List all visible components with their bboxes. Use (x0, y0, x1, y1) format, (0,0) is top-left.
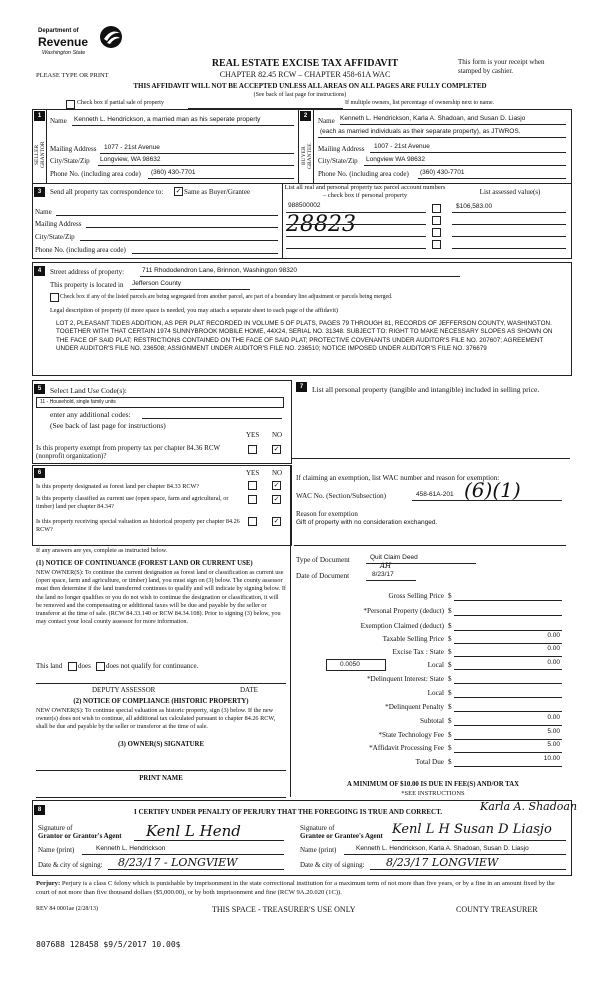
forest-yes-checkbox[interactable] (248, 481, 257, 490)
corr-name-label: Name (35, 208, 52, 216)
doc-date-label: Date of Document (296, 572, 350, 580)
tech-fee-label: *State Technology Fee (378, 731, 444, 739)
doc-type-field[interactable]: Quit Claim Deed (370, 554, 418, 561)
buyer-mail-field[interactable]: 1007 - 21st Avenue (374, 143, 430, 150)
exemption-claim-label: If claiming an exemption, list WAC number and reason for exemption: (296, 474, 500, 482)
section-5-number: 5 (34, 384, 45, 394)
buyer-phone-field[interactable]: (360) 430-7701 (420, 169, 465, 176)
reason-field[interactable]: Gift of property with no consideration exchanged. (296, 519, 438, 526)
grantee-date-label: Date & city of signing: (300, 861, 365, 869)
seller-mail-label: Mailing Address (50, 145, 97, 153)
gross-dollar: $ (448, 592, 452, 600)
delinquent-interest-dollar: $ (448, 675, 452, 683)
buyer-city-field[interactable]: Longview WA 98632 (366, 156, 426, 163)
does-label: does (78, 662, 91, 670)
local-tax-value[interactable]: 0.00 (547, 659, 560, 666)
assessed-header: List assessed value(s) (479, 188, 541, 196)
land-use-value: 11 - Household, single family units (40, 399, 116, 405)
current-use-yes-checkbox[interactable] (248, 495, 257, 504)
deputy-assessor-label: DEPUTY ASSESSOR (92, 686, 156, 694)
segregated-label: Check box if any of the listed parcels are being segregated from another parcel, are part of a boundary line adjustment or parcels being merged. (60, 294, 393, 300)
corr-phone-label: Phone No. (including area code) (35, 246, 126, 254)
perjury-text: Perjury is a class C felony which is punishable by imprisonment in the state correctional institution for a maximum term of not more than five years, or by a fine in an amount fixed by the court of not more than five thousand dollars ($5,000.00), or by both imprisonment and fine (RCW 9A.20.020 (1C)). (36, 880, 555, 896)
section-5-no: NO (272, 431, 283, 439)
partial-sale-label: Check box if partial sale of property (77, 100, 164, 106)
section-3-number: 3 (34, 187, 45, 197)
buyer-name-field[interactable]: Kenneth L. Hendrickson, Karla A. Shadoan, and Susan D. Liasjo (340, 115, 526, 122)
warning-text: THIS AFFIDAVIT WILL NOT BE ACCEPTED UNLESS ALL AREAS ON ALL PAGES ARE FULLY COMPLETED (133, 82, 487, 90)
form-title: REAL ESTATE EXCISE TAX AFFIDAVIT (211, 58, 399, 69)
subtotal-label: Subtotal (420, 717, 444, 725)
grantor-signature[interactable]: Kenl L Hend (146, 822, 241, 840)
exemption-dollar: $ (448, 622, 452, 630)
historical-no-checkbox[interactable]: ✓ (273, 517, 280, 525)
personal-property-checkbox-1[interactable] (432, 204, 441, 213)
local-rate-value: 0.0050 (340, 661, 360, 668)
gross-selling-label: Gross Selling Price (388, 592, 444, 600)
doc-type-label: Type of Document (296, 556, 350, 564)
section-5-see-back: (See back of last page for instructions) (50, 421, 166, 430)
top-signature-karla: Karla A. Shadoan (480, 800, 578, 813)
delinquent-penalty-dollar: $ (448, 703, 452, 711)
section-7-number: 7 (296, 382, 307, 392)
section-8-number: 8 (34, 805, 45, 815)
delinquent-local-dollar: $ (448, 689, 452, 697)
if-yes-note: If any answers are yes, complete as instructed below. (36, 547, 168, 554)
seller-mail-field[interactable]: 1077 - 21st Avenue (104, 144, 160, 151)
please-type: PLEASE TYPE OR PRINT (36, 72, 109, 79)
taxable-selling-label: Taxable Selling Price (382, 635, 444, 643)
excise-state-value[interactable]: 0.00 (547, 645, 560, 652)
tech-fee-value[interactable]: 5.00 (547, 728, 560, 735)
processing-fee-value[interactable]: 5.00 (547, 741, 560, 748)
street-field[interactable]: 711 Rhododendron Lane, Brinnon, Washington 98320 (142, 267, 298, 274)
section-4-number: 4 (34, 266, 45, 276)
grantor-name-label: Name (print) (38, 846, 75, 854)
does-not-label: does not qualify for continuance. (106, 662, 199, 670)
legal-description-field[interactable]: LOT 2, PLEASANT TIDES ADDITION, AS PER PLAT RECORDED IN VOLUME 5 OF PLATS, PAGES 79 THROUGH 81, RECORDS OF JEFFERSON COUNTY, WASHINGTON. TOGETHER WITH THAT CERTAIN 1974 SUNNYBROOK MOBILE HOME, 44X24, SERIAL NO. 31348. SUBJECT TO: RIGHT TO MAKE NECESSARY SLOPES AS SHOWN ON THE FACE OF SAID PLAT; RESTRICTIONS CONTAINED ON THE FACE OF SAID PLAT; PROTECTIVE COVENANTS UNDER AUDITOR'S FILE NO. 207607; AGREEMENT UNDER AUDITOR'S FILE NO. 236508; ASSIGNMENT UNDER AUDITOR'S FILE NO. 236510; NOTICE IMPOSED UNDER AUDITOR'S FILE NO. 376679 (56, 320, 553, 353)
notice2-title: (2) NOTICE OF COMPLIANCE (HISTORIC PROPERTY) (73, 698, 249, 705)
section-4-box (32, 262, 572, 376)
excise-state-label: Excise Tax : State (392, 648, 444, 656)
grantee-sig-label-2: Grantee or Grantee's Agent (300, 832, 383, 840)
wac-label: WAC No. (Section/Subsection) (296, 492, 387, 500)
partial-sale-checkbox[interactable] (66, 100, 75, 109)
section-1-number: 1 (34, 111, 45, 121)
receipt-note: This form is your receipt when stamped by cashier. (458, 58, 545, 75)
same-as-buyer-label: Same as Buyer/Grantee (184, 188, 251, 196)
seller-city-label: City/State/Zip (50, 157, 90, 165)
buyer-phone-label: Phone No. (including area code) (318, 170, 409, 178)
additional-codes-label: enter any additional codes: (50, 410, 131, 419)
swoosh-icon (98, 24, 124, 50)
county-label: This property is located in (50, 281, 124, 289)
segregated-checkbox[interactable] (50, 293, 59, 302)
land-does-label: This land (36, 662, 63, 670)
logo-dept: Department of (38, 28, 79, 34)
wac-handwritten: (6)(1) (464, 478, 521, 502)
current-use-question: Is this property classified as current use (open space, farm and agricultural, or timber) land per chapter 84.34? (36, 495, 229, 510)
wac-field[interactable]: 458-61A-201 (416, 491, 454, 498)
delinquent-penalty-label: *Delinquent Penalty (385, 703, 444, 711)
subtotal-dollar: $ (448, 717, 452, 725)
notice1-text: NEW OWNER(S): To continue the current designation as forest land or classification as current use (open space, farm and agriculture, or timber) land, you must sign on (3) below. The county assessor must then determine if the land transferred continues to qualify and will indicate by signing below. If the land no longer qualifies or you do not wish to continue the designation or classification, it will be removed and the compensating or additional taxes will be due and payable by the seller or transferor at the time of sale. (RCW 84.33.140 or RCW 84.34.108). Prior to signing (3) below, you may contact your local county assessor for more information. (36, 569, 286, 626)
grantee-signature[interactable]: Kenl L H Susan D Liasjo (392, 822, 552, 837)
buyer-city-label: City/State/Zip (318, 157, 358, 165)
see-back-note: (See back of last page for instructions) (253, 92, 347, 98)
taxable-dollar: $ (448, 635, 452, 643)
minimum-fee-note: A MINIMUM OF $10.00 IS DUE IN FEE(S) AND/OR TAX (346, 781, 520, 788)
personal-property-checkbox-2[interactable] (432, 216, 441, 225)
buyer-grantee-label: BUYER GRANTEE (301, 143, 313, 169)
forest-question: Is this property designated as forest land per chapter 84.33 RCW? (36, 483, 200, 490)
same-as-buyer-checkbox[interactable]: ✓ (175, 187, 182, 195)
does-checkbox[interactable] (68, 662, 77, 671)
seller-name-field[interactable]: Kenneth L. Hendrickson, a married man as his seperate property (74, 116, 261, 123)
processing-fee-dollar: $ (448, 744, 452, 752)
excise-dollar: $ (448, 648, 452, 656)
perjury-label: Perjury: (36, 880, 61, 887)
perjury-notice (36, 879, 568, 897)
owner-signature-label: (3) OWNER(S) SIGNATURE (118, 741, 204, 748)
local-dollar: $ (448, 661, 452, 669)
notice2-text: NEW OWNER(S): To continue special valuation as historic property, sign (3) below. If the new owner(s) does not wish to continue, all additional tax calculated pursuant to chapter 84.26 RCW, shall be due and payable by the seller or transferor at the time of sale. (36, 707, 276, 730)
corr-city-label: City/State/Zip (35, 233, 75, 241)
logo-revenue: Revenue (38, 35, 89, 49)
send-correspondence-label: Send all property tax correspondence to: (50, 188, 164, 196)
buyer-mail-label: Mailing Address (318, 145, 365, 153)
does-not-checkbox[interactable] (96, 662, 105, 671)
personal-property-text: List all personal property (tangible and intangible) included in selling price. (312, 385, 540, 394)
seller-phone-field[interactable]: (360) 430-7701 (151, 169, 196, 176)
grantee-sig-label-1: Signature of (300, 824, 335, 832)
parcel-header: List all real and personal property tax parcel account numbers – check box if personal property (284, 184, 446, 199)
date-label: DATE (240, 686, 258, 694)
street-label: Street address of property: (50, 268, 125, 276)
assessed-value-field[interactable]: $106,583.00 (456, 203, 493, 210)
section-5-yes: YES (246, 431, 260, 439)
revenue-logo (38, 24, 128, 64)
treasurer-space-label: THIS SPACE - TREASURER'S USE ONLY (212, 905, 356, 914)
corr-mail-label: Mailing Address (35, 220, 82, 228)
reason-label: Reason for exemption (296, 510, 358, 518)
forest-no-checkbox[interactable]: ✓ (273, 481, 280, 489)
seller-name-label: Name (50, 117, 67, 125)
delinquent-interest-label: *Delinquent Interest: State (366, 675, 444, 683)
tech-fee-dollar: $ (448, 731, 452, 739)
seller-phone-label: Phone No. (including area code) (50, 170, 141, 178)
section-6-no: NO (272, 469, 283, 477)
seller-grantor-label: SELLER GRANTOR (34, 141, 46, 169)
buyer-name-field-2[interactable]: (each as married individuals as their separate property), as JTWROS. (320, 128, 521, 135)
print-name-label: PRINT NAME (139, 775, 183, 782)
parcel-handwritten: 28823 (286, 212, 356, 237)
local-tax-label: Local (427, 661, 444, 669)
county-treasurer-label: COUNTY TREASURER (456, 905, 538, 914)
tax-table (296, 588, 566, 768)
personal-dollar: $ (448, 607, 452, 615)
grantor-sig-label-2: Grantor or Grantor's Agent (38, 832, 122, 840)
grantor-name-field[interactable]: Kenneth L. Hendrickson (96, 845, 166, 852)
historical-question: Is this property receiving special valuation as historical property per chapter 84.26 RCW? (36, 518, 240, 533)
exempt-yes-checkbox[interactable] (248, 445, 257, 454)
county-field[interactable]: Jefferson County (132, 280, 182, 287)
taxable-selling-value[interactable]: 0.00 (547, 632, 560, 639)
doc-date-field[interactable]: 8/23/17 (372, 571, 394, 578)
notice1-title: (1) NOTICE OF CONTINUANCE (FOREST LAND OR CURRENT USE) (36, 560, 253, 567)
total-due-dollar: $ (448, 758, 452, 766)
historical-yes-checkbox[interactable] (248, 517, 257, 526)
processing-fee-label: *Affidavit Processing Fee (369, 744, 444, 752)
delinquent-local-label: Local (427, 689, 444, 697)
logo-state: Washington State (42, 50, 86, 56)
current-use-no-checkbox[interactable]: ✓ (273, 495, 280, 503)
grantor-sig-label-1: Signature of (38, 824, 73, 832)
personal-property-checkbox-4[interactable] (432, 240, 441, 249)
section-6-yes: YES (246, 469, 260, 477)
legal-label: Legal description of property (if more space is needed, you may attach a separate sheet to each page of the affidavit) (50, 307, 338, 314)
multiple-owners-note: If multiple owners, list percentage of ownership next to name. (345, 100, 495, 106)
subtotal-value[interactable]: 0.00 (547, 714, 560, 721)
exempt-question: Is this property exempt from property tax per chapter 84.36 RCW (nonprofit organization)? (36, 444, 220, 460)
certify-text: I CERTIFY UNDER PENALTY OF PERJURY THAT THE FOREGOING IS TRUE AND CORRECT. (134, 808, 443, 816)
cashier-stamp: 807688 128458 $9/5/2017 10.00$ (36, 940, 181, 949)
land-use-label: Select Land Use Code(s): (50, 386, 127, 395)
seller-city-field[interactable]: Longview, WA 98632 (100, 156, 161, 163)
exemption-claimed-label: Exemption Claimed (deduct) (360, 622, 444, 630)
exempt-no-checkbox[interactable]: ✓ (273, 445, 280, 453)
grantee-date-field[interactable]: 8/23/17 LONGVIEW (386, 856, 499, 869)
revision-code: REV 84 0001ae (2/28/13) (36, 906, 99, 912)
buyer-name-label: Name (318, 117, 335, 125)
doc-date-initials: AH (380, 562, 392, 570)
section-2-number: 2 (300, 111, 311, 121)
grantee-name-field[interactable]: Kenneth L. Hendrickson, Karla A. Shadoan, Susan D. Liasjo (356, 845, 529, 852)
form-chapter: CHAPTER 82.45 RCW – CHAPTER 458-61A WAC (219, 70, 391, 79)
total-due-label: Total Due (415, 758, 444, 766)
personal-property-deduct-label: *Personal Property (deduct) (363, 607, 444, 615)
total-due-value[interactable]: 10.00 (543, 755, 560, 762)
parcel-number-field[interactable]: 988500002 (288, 202, 321, 209)
see-instructions-note: *SEE INSTRUCTIONS (401, 790, 465, 797)
grantor-date-label: Date & city of signing: (38, 861, 103, 869)
section-6-number: 6 (34, 468, 45, 478)
grantor-date-field[interactable]: 8/23/17 - LONGVIEW (118, 856, 238, 869)
grantee-name-label: Name (print) (300, 846, 337, 854)
personal-property-checkbox-3[interactable] (432, 228, 441, 237)
